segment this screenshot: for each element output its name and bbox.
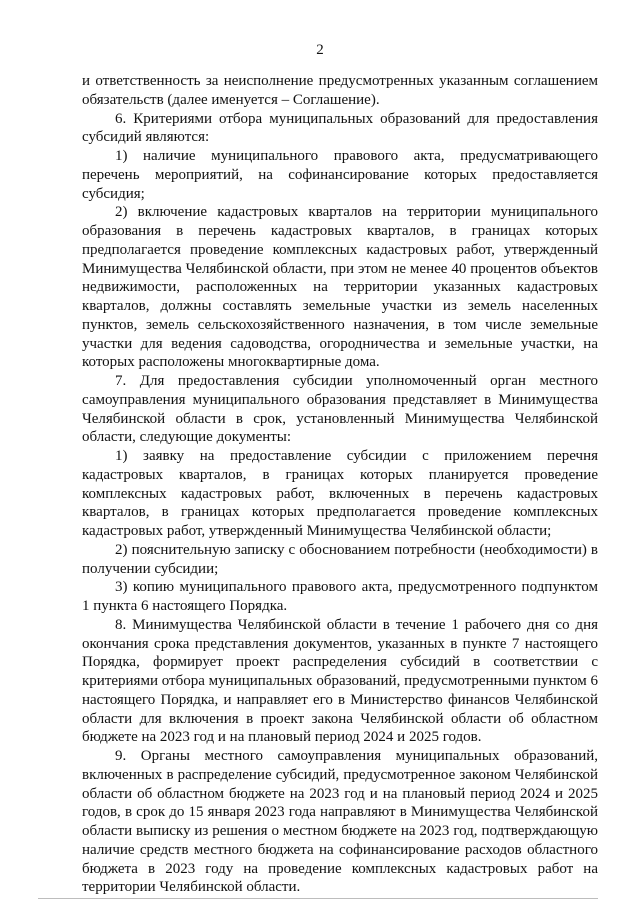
- paragraph-item-7-3: 3) копию муниципального правового акта, предусмотренного подпунктом 1 пункта 6 настоящего Порядка.: [82, 579, 598, 614]
- paragraph-item-6-1: 1) наличие муниципального правового акта, предусматривающего перечень мероприятий, на софинансирование которых предоставляется субсидия;: [82, 148, 598, 202]
- paragraph-item-7-2: 2) пояснительную записку с обоснованием потребности (необходимости) в получении субсидии;: [82, 541, 598, 577]
- paragraph-item-7: 7. Для предоставления субсидии уполномоченный орган местного самоуправления муниципального образования представляет в Минимущества Челябинской области в срок, установленный Минимущества Челябинской области, следующие документы:: [82, 373, 598, 446]
- paragraph-item-7-1: 1) заявку на предоставление субсидии с приложением перечня кадастровых кварталов, в границах которых планируется проведение комплексных кадастровых работ, включенных в перечень кадастровых кварталов, в границах которых предполагается проведение комплексных кадастровых работ, утвержденный Минимущества Челябинской области;: [82, 448, 598, 539]
- paragraph-item-9: 9. Органы местного самоуправления муниципальных образований, включенных в распределение субсидий, предусмотренное законом Челябинской области об областном бюджете на 2023 год и на плановый период 2024 и 2025 годов, в срок до 15 января 2023 года направляют в Минимущества Челябинской области выписку из решения о местном бюджете на 2023 год, подтверждающую наличие средств местного бюджета на софинансирование расходов областного бюджета в 2023 году на проведение комплексных кадастровых работ на территории Челябинской области.: [82, 748, 598, 896]
- page-number: 2: [316, 42, 324, 58]
- paragraph-item-6-2: 2) включение кадастровых кварталов на территории муниципального образования в перечень кадастровых кварталов, в границах которых предполагается проведение комплексных кадастровых работ, утвержденный Минимущества Челябинской области, при этом не менее 40 процентов объектов недвижимости, расположенных на территории указанных кадастровых кварталов, должны составлять земельные участки из земель населенных пунктов, земель сельскохозяйственного назначения, в том числе земельные участки для ведения садоводства, огородничества и земельные участки, на которых расположены многоквартирные дома.: [82, 204, 598, 371]
- paragraph-continuation: и ответственность за неисполнение предусмотренных указанным соглашением обязательств (далее именуется – Соглашение).: [82, 73, 598, 108]
- paragraph-item-8: 8. Минимущества Челябинской области в течение 1 рабочего дня со дня окончания срока представления документов, указанных в пункте 7 настоящего Порядка, формирует проект распределения субсидий в соответствии с критериями отбора муниципальных образований, предусмотренными пунктом 6 настоящего Порядка, и направляет его в Министерство финансов Челябинской области для включения в проект закона Челябинской области об областном бюджете на 2023 год и на плановый период 2024 и 2025 годов.: [82, 616, 598, 746]
- bottom-scan-line: [38, 898, 598, 899]
- paragraph-item-6: 6. Критериями отбора муниципальных образований для предоставления субсидий являются:: [82, 110, 598, 146]
- document-body: [82, 72, 598, 897]
